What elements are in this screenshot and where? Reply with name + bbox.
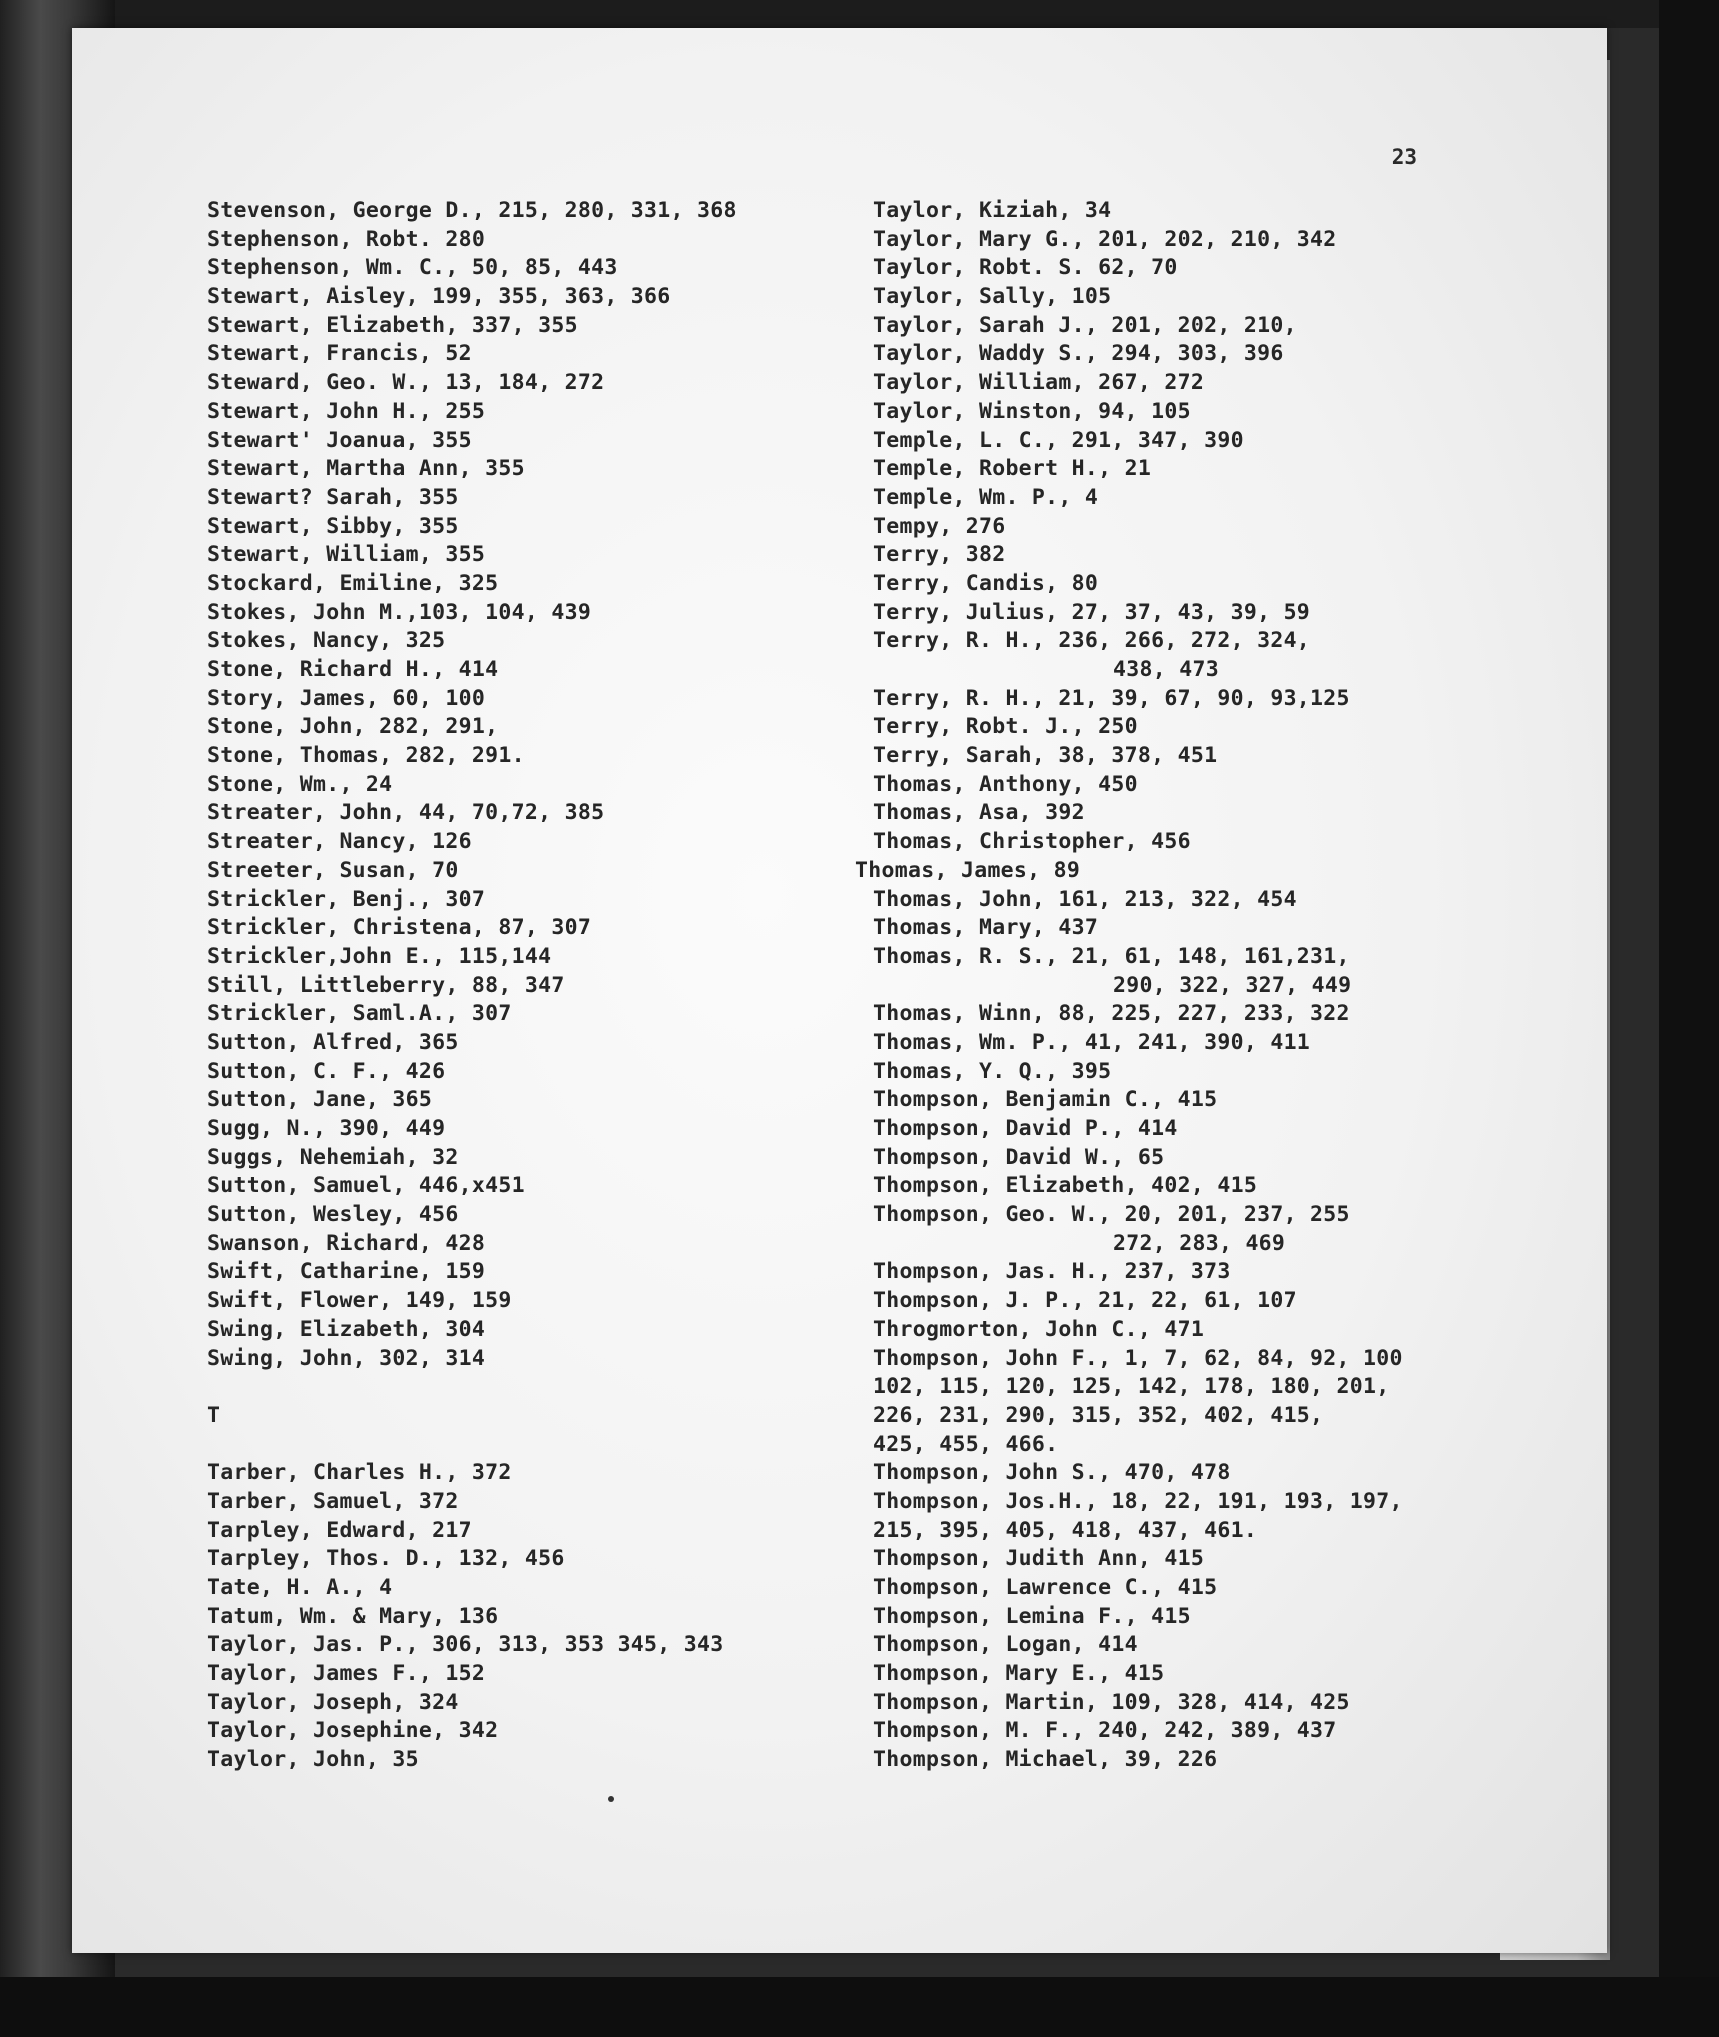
index-entry: Thomas, Asa, 392 bbox=[873, 800, 1085, 826]
index-entry: 226, 231, 290, 315, 352, 402, 415, bbox=[873, 1402, 1324, 1428]
index-entry: Taylor, James F., 152 bbox=[207, 1661, 486, 1687]
index-entry: Thompson, Jos.H., 18, 22, 191, 193, 197, bbox=[873, 1488, 1403, 1514]
index-entry: Thompson, David W., 65 bbox=[873, 1144, 1165, 1170]
index-entry: Taylor, Mary G., 201, 202, 210, 342 bbox=[873, 226, 1337, 252]
index-entry: Terry, Candis, 80 bbox=[873, 570, 1099, 596]
index-entry: Stockard, Emiline, 325 bbox=[207, 570, 499, 596]
index-entry: Taylor, Waddy S., 294, 303, 396 bbox=[873, 341, 1284, 367]
index-entry: Thompson, John F., 1, 7, 62, 84, 92, 100 bbox=[873, 1345, 1403, 1371]
index-entry: Thompson, Geo. W., 20, 201, 237, 255 bbox=[873, 1202, 1350, 1228]
index-entry: Stone, Wm., 24 bbox=[207, 771, 393, 797]
index-entry-continuation: 272, 283, 469 bbox=[1113, 1230, 1286, 1256]
index-entry: Stokes, Nancy, 325 bbox=[207, 628, 446, 654]
index-entry: Taylor, Sally, 105 bbox=[873, 284, 1112, 310]
scan-border-bottom bbox=[0, 1977, 1719, 2037]
index-entry: Thomas, R. S., 21, 61, 148, 161,231, bbox=[873, 943, 1350, 969]
index-entry: Terry, Sarah, 38, 378, 451 bbox=[873, 743, 1218, 769]
index-entry: Temple, Robert H., 21 bbox=[873, 456, 1152, 482]
index-entry: Swift, Flower, 149, 159 bbox=[207, 1288, 512, 1314]
index-entry: Terry, R. H., 236, 266, 272, 324, bbox=[873, 628, 1311, 654]
index-entry: Stewart, Martha Ann, 355 bbox=[207, 456, 525, 482]
index-entry: Stewart, John H., 255 bbox=[207, 398, 486, 424]
blank-line bbox=[207, 1373, 862, 1402]
index-entry: T bbox=[207, 1402, 221, 1428]
index-entry: Still, Littleberry, 88, 347 bbox=[207, 972, 565, 998]
scan-border-right bbox=[1659, 0, 1719, 2037]
index-entry: Thompson, Jas. H., 237, 373 bbox=[873, 1259, 1231, 1285]
index-entry: Stephenson, Robt. 280 bbox=[207, 226, 486, 252]
index-entry: Stewart, Elizabeth, 337, 355 bbox=[207, 312, 578, 338]
index-entry: 425, 455, 466. bbox=[873, 1431, 1059, 1457]
index-entry: Tarpley, Edward, 217 bbox=[207, 1517, 472, 1543]
index-entry: Strickler, Benj., 307 bbox=[207, 886, 486, 912]
index-entry: Steward, Geo. W., 13, 184, 272 bbox=[207, 370, 605, 396]
index-entry: Streater, John, 44, 70,72, 385 bbox=[207, 800, 605, 826]
index-entry: 215, 395, 405, 418, 437, 461. bbox=[873, 1517, 1258, 1543]
index-entry: Sutton, Samuel, 446,x451 bbox=[207, 1173, 525, 1199]
index-entry: Taylor, Sarah J., 201, 202, 210, bbox=[873, 312, 1297, 338]
index-entry: Thompson, Lawrence C., 415 bbox=[873, 1575, 1218, 1600]
index-entry: Tate, H. A., 4 bbox=[207, 1575, 393, 1600]
index-entry: Terry, R. H., 21, 39, 67, 90, 93,125 bbox=[873, 685, 1350, 711]
index-entry: Sutton, Alfred, 365 bbox=[207, 1029, 459, 1055]
index-entry: Tarber, Charles H., 372 bbox=[207, 1460, 512, 1486]
index-entry: Thomas, Winn, 88, 225, 227, 233, 322 bbox=[873, 1001, 1350, 1027]
index-entry: Strickler, Christena, 87, 307 bbox=[207, 915, 592, 941]
index-entry: Thompson, Mary E., 415 bbox=[873, 1661, 1165, 1687]
index-entry: Swing, John, 302, 314 bbox=[207, 1345, 486, 1371]
index-entry: Taylor, Josephine, 342 bbox=[207, 1718, 499, 1744]
index-entry: Thompson, Logan, 414 bbox=[873, 1632, 1138, 1658]
index-entry: Story, James, 60, 100 bbox=[207, 685, 486, 711]
index-entry: Streater, Nancy, 126 bbox=[207, 829, 472, 855]
blank-line bbox=[207, 1431, 862, 1460]
index-entry: Sugg, N., 390, 449 bbox=[207, 1116, 446, 1141]
index-entry: Thomas, Wm. P., 41, 241, 390, 411 bbox=[873, 1029, 1311, 1055]
index-entry: Swift, Catharine, 159 bbox=[207, 1259, 486, 1285]
index-entry: Swing, Elizabeth, 304 bbox=[207, 1316, 486, 1342]
index-entry: Temple, L. C., 291, 347, 390 bbox=[873, 427, 1244, 453]
index-entry: Stone, John, 282, 291, bbox=[207, 714, 499, 740]
index-entry: Stewart, Aisley, 199, 355, 363, 366 bbox=[207, 284, 671, 310]
index-entry: Thompson, Michael, 39, 226 bbox=[873, 1747, 1218, 1773]
index-entry: Stewart? Sarah, 355 bbox=[207, 484, 459, 510]
index-entry: Sutton, Wesley, 456 bbox=[207, 1202, 459, 1228]
index-entry: 102, 115, 120, 125, 142, 178, 180, 201, bbox=[873, 1374, 1390, 1400]
index-entry: Thompson, J. P., 21, 22, 61, 107 bbox=[873, 1288, 1297, 1314]
page-number: 23 bbox=[1391, 145, 1417, 169]
index-entry: Taylor, Kiziah, 34 bbox=[873, 198, 1112, 223]
index-entry: Temple, Wm. P., 4 bbox=[873, 484, 1099, 510]
index-entry: Thomas, Mary, 437 bbox=[873, 915, 1099, 941]
index-entry: Stephenson, Wm. C., 50, 85, 443 bbox=[207, 255, 618, 281]
index-entry: Thomas, Anthony, 450 bbox=[873, 771, 1138, 797]
index-entry: Thompson, Elizabeth, 402, 415 bbox=[873, 1173, 1258, 1199]
index-entry: Thomas, Y. Q., 395 bbox=[873, 1058, 1112, 1084]
index-entry: Taylor, Robt. S. 62, 70 bbox=[873, 255, 1178, 281]
index-entry: Taylor, Jas. P., 306, 313, 353 345, 343 bbox=[207, 1632, 724, 1658]
index-entry: Thompson, Judith Ann, 415 bbox=[873, 1546, 1205, 1572]
index-entry: Taylor, Winston, 94, 105 bbox=[873, 398, 1191, 424]
ink-speck bbox=[608, 1796, 614, 1802]
index-entry: Stone, Thomas, 282, 291. bbox=[207, 743, 525, 769]
index-entry: Stokes, John M.,103, 104, 439 bbox=[207, 599, 592, 625]
index-entry: Thompson, John S., 470, 478 bbox=[873, 1460, 1231, 1486]
index-entry: Swanson, Richard, 428 bbox=[207, 1230, 486, 1256]
index-entry: Stevenson, George D., 215, 280, 331, 368 bbox=[207, 198, 737, 223]
index-entry: Taylor, Joseph, 324 bbox=[207, 1689, 459, 1715]
index-entry: Terry, Julius, 27, 37, 43, 39, 59 bbox=[873, 599, 1311, 625]
index-entry: Thompson, Benjamin C., 415 bbox=[873, 1087, 1218, 1113]
index-entry-continuation: 290, 322, 327, 449 bbox=[1113, 972, 1352, 998]
index-entry: Stewart' Joanua, 355 bbox=[207, 427, 472, 453]
index-entry: Thompson, David P., 414 bbox=[873, 1116, 1178, 1141]
index-entry: Thomas, James, 89 bbox=[855, 857, 1081, 883]
index-entry: Strickler,John E., 115,144 bbox=[207, 943, 552, 969]
index-entry-continuation: 438, 473 bbox=[1113, 657, 1219, 682]
index-column-right bbox=[855, 197, 1518, 1775]
index-entry: Strickler, Saml.A., 307 bbox=[207, 1001, 512, 1027]
index-entry: Tempy, 276 bbox=[873, 513, 1006, 539]
index-entry: Thomas, Christopher, 456 bbox=[873, 829, 1191, 855]
index-column-left bbox=[207, 197, 862, 1775]
index-entry: Stewart, William, 355 bbox=[207, 542, 486, 568]
index-entry: Terry, 382 bbox=[873, 542, 1006, 568]
index-entry: Thompson, Lemina F., 415 bbox=[873, 1603, 1191, 1629]
index-entry: Stewart, Francis, 52 bbox=[207, 341, 472, 367]
index-entry: Tarpley, Thos. D., 132, 456 bbox=[207, 1546, 565, 1572]
index-entry: Stone, Richard H., 414 bbox=[207, 657, 499, 682]
index-entry: Tarber, Samuel, 372 bbox=[207, 1488, 459, 1514]
index-entry: Sutton, C. F., 426 bbox=[207, 1058, 446, 1084]
index-entry: Taylor, William, 267, 272 bbox=[873, 370, 1205, 396]
index-entry: Suggs, Nehemiah, 32 bbox=[207, 1144, 459, 1170]
index-entry: Taylor, John, 35 bbox=[207, 1747, 419, 1773]
index-entry: Stewart, Sibby, 355 bbox=[207, 513, 459, 539]
index-entry: Sutton, Jane, 365 bbox=[207, 1087, 433, 1113]
index-entry: Thompson, Martin, 109, 328, 414, 425 bbox=[873, 1689, 1350, 1715]
index-entry: Thomas, John, 161, 213, 322, 454 bbox=[873, 886, 1297, 912]
index-entry: Throgmorton, John C., 471 bbox=[873, 1316, 1205, 1342]
index-entry: Terry, Robt. J., 250 bbox=[873, 714, 1138, 740]
index-entry: Tatum, Wm. & Mary, 136 bbox=[207, 1603, 499, 1629]
scan-border-top bbox=[0, 0, 1719, 28]
index-entry: Streeter, Susan, 70 bbox=[207, 857, 459, 883]
index-entry: Thompson, M. F., 240, 242, 389, 437 bbox=[873, 1718, 1337, 1744]
